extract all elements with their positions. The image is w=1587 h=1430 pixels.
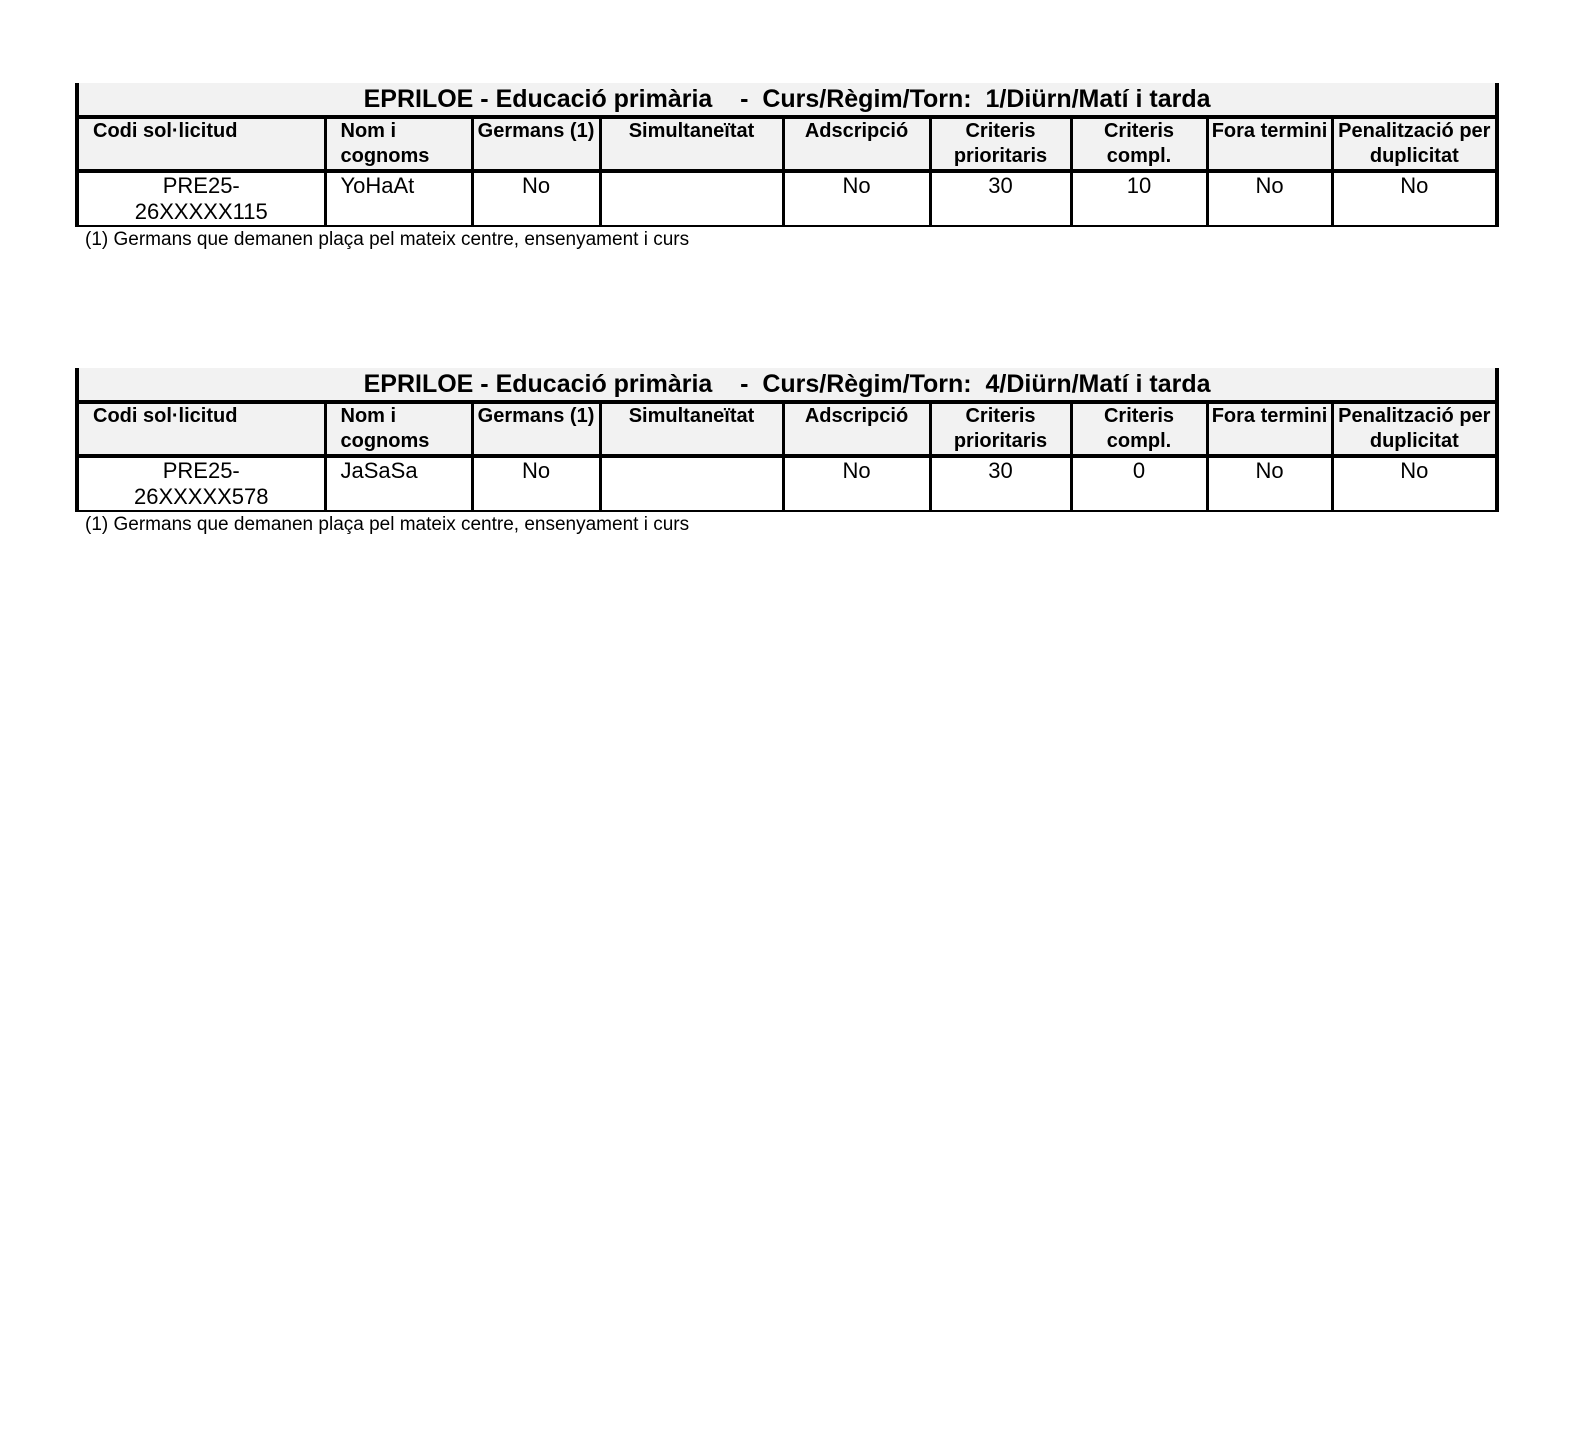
col-header-nom: Nom i cognoms xyxy=(325,117,472,171)
cell-germans: No xyxy=(472,171,600,226)
cell-criteris-compl: 0 xyxy=(1071,456,1207,511)
codi-line-2: 26XXXXX578 xyxy=(133,484,269,509)
col-header-criteris-prioritaris: Criteris prioritaris xyxy=(930,402,1071,456)
results-table xyxy=(75,368,1499,512)
cell-penalitzacio: No xyxy=(1332,456,1497,511)
table-title: EPRILOE - Educació primària - Curs/Règim/Torn: 1/Diürn/Matí i tarda xyxy=(77,83,1497,117)
application-table-2 xyxy=(75,368,1495,537)
cell-nom: YoHaAt xyxy=(325,171,472,226)
col-header-fora-termini: Fora termini xyxy=(1207,117,1332,171)
footnote: (1) Germans que demanen plaça pel mateix centre, ensenyament i curs xyxy=(85,229,690,250)
col-header-germans: Germans (1) xyxy=(472,117,600,171)
col-header-codi: Codi sol·licitud xyxy=(77,402,325,456)
cell-criteris-prioritaris: 30 xyxy=(930,171,1071,226)
codi-line-1: PRE25- xyxy=(162,173,240,198)
col-header-simultaneitat: Simultaneïtat xyxy=(600,402,783,456)
cell-fora-termini: No xyxy=(1207,456,1332,511)
cell-simultaneitat xyxy=(600,171,783,226)
cell-adscripcio: No xyxy=(783,171,930,226)
header-row xyxy=(77,117,1497,171)
col-header-penalitzacio: Penalització per duplicitat xyxy=(1332,117,1497,171)
header-row xyxy=(77,402,1497,456)
cell-adscripcio: No xyxy=(783,456,930,511)
footnote: (1) Germans que demanen plaça pel mateix centre, ensenyament i curs xyxy=(85,514,690,535)
cell-nom: JaSaSa xyxy=(325,456,472,511)
col-header-fora-termini: Fora termini xyxy=(1207,402,1332,456)
col-header-adscripcio: Adscripció xyxy=(783,402,930,456)
col-header-penalitzacio: Penalització per duplicitat xyxy=(1332,402,1497,456)
col-header-germans: Germans (1) xyxy=(472,402,600,456)
col-header-criteris-prioritaris: Criteris prioritaris xyxy=(930,117,1071,171)
table-row xyxy=(77,456,1497,511)
codi-line-2: 26XXXXX115 xyxy=(134,199,268,224)
cell-germans: No xyxy=(472,456,600,511)
col-header-codi: Codi sol·licitud xyxy=(77,117,325,171)
table-title: EPRILOE - Educació primària - Curs/Règim/Torn: 4/Diürn/Matí i tarda xyxy=(77,368,1497,402)
codi-line-1: PRE25- xyxy=(162,458,240,483)
col-header-criteris-compl: Criteris compl. xyxy=(1071,402,1207,456)
application-table-1 xyxy=(75,83,1495,252)
col-header-criteris-compl: Criteris compl. xyxy=(1071,117,1207,171)
cell-penalitzacio: No xyxy=(1332,171,1497,226)
table-row xyxy=(77,171,1497,226)
cell-criteris-prioritaris: 30 xyxy=(930,456,1071,511)
cell-fora-termini: No xyxy=(1207,171,1332,226)
cell-simultaneitat xyxy=(600,456,783,511)
col-header-nom: Nom i cognoms xyxy=(325,402,472,456)
cell-codi xyxy=(77,456,325,511)
cell-codi xyxy=(77,171,325,226)
cell-criteris-compl: 10 xyxy=(1071,171,1207,226)
col-header-adscripcio: Adscripció xyxy=(783,117,930,171)
results-table xyxy=(75,83,1499,227)
col-header-simultaneitat: Simultaneïtat xyxy=(600,117,783,171)
